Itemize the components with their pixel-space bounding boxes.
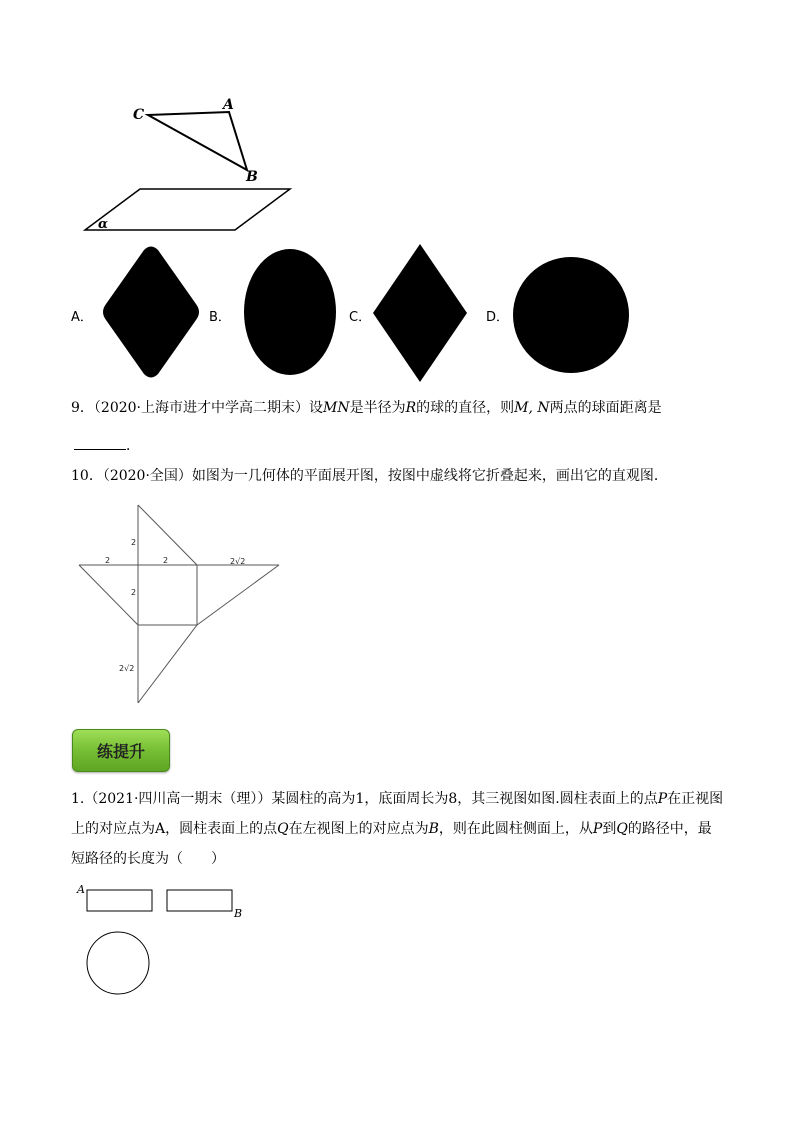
option-d-shape [512, 256, 630, 374]
three-view-figure [74, 880, 254, 1000]
option-c-shape [372, 243, 468, 383]
section-badge: 练提升 [72, 729, 170, 772]
triangle-plane-figure [80, 92, 300, 237]
three-view-label-b: B [234, 907, 243, 920]
question-10: 10．（2020·全国）如图为一几何体的平面展开图，按图中虚线将它折叠起来，画出它的直观图． [71, 468, 668, 484]
option-b-shape [243, 248, 337, 376]
answer-blank [74, 437, 126, 450]
label-alpha: α [98, 217, 109, 232]
net-figure [75, 503, 285, 708]
problem-1-line-1: 1.（2021·四川高一期末（理））某圆柱的高为1，底面周长为8，其三视图如图.圆柱表面上的点P在正视图 [71, 791, 724, 807]
question-9-blank: ． [74, 437, 140, 453]
label-c: C [133, 107, 145, 123]
option-d-label: D． [486, 310, 510, 325]
problem-1-line-2: 上的对应点为A，圆柱表面上的点Q在左视图上的对应点为B，则在此圆柱侧面上，从P到Q的路径中，最 [71, 821, 712, 837]
top-view [87, 932, 149, 994]
net-label-2-lower: 2 [131, 588, 137, 597]
triangle-abc [148, 112, 247, 170]
plane-alpha [85, 189, 290, 230]
option-c-label: C． [349, 310, 372, 325]
three-view-label-a: A [77, 883, 85, 896]
net-label-2-top: 2 [131, 538, 137, 547]
label-a: A [223, 97, 234, 113]
option-a-label: A． [71, 310, 93, 325]
net-label-2-mid: 2 [163, 556, 169, 565]
net-label-2sqrt2-bottom: 2√2 [119, 664, 135, 673]
problem-1-line-3: 短路径的长度为（ ） [71, 851, 225, 867]
option-b-label: B． [209, 310, 231, 325]
question-9: 9．（2020·上海市进才中学高二期末）设MN是半径为R的球的直径，则M, N两点的球面距离是 [71, 400, 662, 416]
label-b: B [246, 169, 258, 185]
front-view [87, 890, 152, 911]
option-a-shape [100, 244, 202, 380]
net-label-2sqrt2-right: 2√2 [230, 557, 246, 566]
side-view [167, 890, 232, 911]
net-label-2-left: 2 [105, 556, 111, 565]
